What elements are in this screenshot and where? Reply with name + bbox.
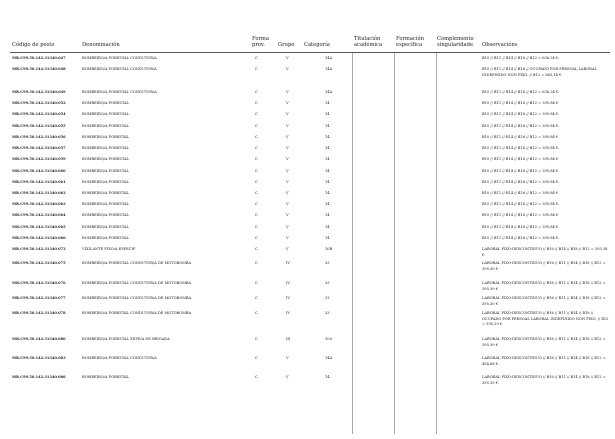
cell-fp: C <box>255 247 258 251</box>
cell-obs: LABORAL FIXO-DESCONTINUO // B16 // B11 // B14 // B18 // OCUPADO POR PERSOAL LABORAL INDEFINIDO NON FIXO. // B12 = 395,30 €. <box>482 311 609 327</box>
cell-fp: C <box>255 375 258 379</box>
cell-cat: 14 <box>325 169 330 173</box>
cell-obs: LABORAL FIXO-DESCONTINUO // B16 // B11 // B14 // B18 // B12 = 454,68 €. <box>482 356 606 366</box>
cell-cat: 33 <box>325 261 330 265</box>
cell-obs: B10 // B11 // B14 // B16 // B12 = 395,84 €. <box>482 191 560 195</box>
cell-code: MR.C99.50.142.31340.078 <box>12 311 66 315</box>
cell-fp: C <box>255 180 258 184</box>
cell-den: BOMBEIRO/A FORESTAL <box>82 146 130 150</box>
cell-den: BOMBEIRO/A FORESTAL CONDUTOR/A <box>82 67 157 71</box>
cell-gr: IV <box>286 296 291 300</box>
cell-cat: 33 <box>325 281 330 285</box>
cell-cat: 14 <box>325 225 330 229</box>
cell-gr: IV <box>286 311 291 315</box>
cell-den: BOMBEIRO/A FORESTAL CONDUTOR/A DE MOTOBOMBA <box>82 296 192 300</box>
cell-cat: 14 <box>325 146 330 150</box>
cell-den: VIXILANTE FIXO/A ESPECIF <box>82 247 136 251</box>
cell-gr: V <box>286 146 289 150</box>
cell-fp: C <box>255 112 258 116</box>
cell-fp: C <box>255 146 258 150</box>
cell-gr: V <box>286 56 289 60</box>
cell-den: BOMBEIRO/A FORESTAL CONDUTOR/A <box>82 90 157 94</box>
cell-fp: C <box>255 56 258 60</box>
cell-code: MR.C99.50.142.31340.066 <box>12 236 66 240</box>
cell-fp: C <box>255 296 258 300</box>
cell-obs: B10 // B11 // B14 // B16 // B12 = 395,84 €. <box>482 225 560 229</box>
cell-code: MR.C99.50.142.31340.047 <box>12 56 66 60</box>
cell-den: BOMBEIRO/A FORESTAL <box>82 236 130 240</box>
cell-gr: V <box>286 375 289 379</box>
cell-den: BOMBEIRO/A FORESTAL <box>82 191 130 195</box>
cell-fp: C <box>255 311 258 315</box>
cell-gr: V <box>286 112 289 116</box>
cell-cat: 10B <box>325 247 333 251</box>
cell-gr: V <box>286 213 289 217</box>
cell-fp: C <box>255 157 258 161</box>
cell-den: BOMBEIRO/A FORESTAL <box>82 213 130 217</box>
cell-cat: 14 <box>325 375 330 379</box>
cell-gr: V <box>286 236 289 240</box>
cell-fp: C <box>255 261 258 265</box>
cell-code: MR.C99.50.142.31340.059 <box>12 157 66 161</box>
column-divider <box>394 53 395 434</box>
header-complemento: Complemento singularidade <box>437 36 474 48</box>
cell-code: MR.C99.50.142.31340.060 <box>12 169 66 173</box>
cell-den: BOMBEIRO/A FORESTAL <box>82 157 130 161</box>
cell-obs: B10 // B11 // B14 // B16 // B12 = 636,24 €. <box>482 56 560 60</box>
cell-code: MR.C99.50.142.31340.063 <box>12 202 66 206</box>
cell-gr: III <box>286 337 291 341</box>
cell-code: MR.C99.50.142.31340.083 <box>12 356 66 360</box>
cell-code: MR.C99.50.142.31340.055 <box>12 124 66 128</box>
cell-obs: B10 // B11 // B14 // B16 // B12 = 636,24 €. <box>482 90 560 94</box>
cell-code: MR.C99.50.142.31340.072 <box>12 247 66 251</box>
cell-obs: B10 // B11 // B14 // B16 // B12 = 395,84 €. <box>482 112 560 116</box>
cell-code: MR.C99.50.142.31340.052 <box>12 101 66 105</box>
cell-den: BOMBEIRO/A FORESTAL <box>82 124 130 128</box>
cell-den: BOMBEIRO/A FORESTAL CONDUTOR/A DE MOTOBOMBA <box>82 281 192 285</box>
cell-obs: LABORAL FIXO-DESCONTINUO // B16 // B11 // B14 // B18 // B12 = 395,30 €. <box>482 375 606 385</box>
cell-code: MR.C99.50.142.31340.049 <box>12 90 66 94</box>
cell-obs: B10 // B11 // B14 // B16 // B12 = 395,84 €. <box>482 146 560 150</box>
cell-code: MR.C99.50.142.31340.062 <box>12 191 66 195</box>
cell-gr: V <box>286 90 289 94</box>
cell-cat: 14A <box>325 356 333 360</box>
cell-code: MR.C99.50.142.31340.076 <box>12 281 66 285</box>
cell-code: MR.C99.50.142.31340.056 <box>12 135 66 139</box>
cell-fp: C <box>255 236 258 240</box>
cell-obs: LABORAL FIXO-DESCONTINUO // B16 // B11 // B14 // B18 // B12 = 395,30 €. <box>482 261 606 271</box>
cell-gr: V <box>286 202 289 206</box>
cell-den: BOMBEIRO/A FORESTAL <box>82 202 130 206</box>
cell-gr: V <box>286 135 289 139</box>
header-rule <box>10 52 610 53</box>
cell-gr: V <box>286 225 289 229</box>
cell-den: BOMBEIRO/A FORESTAL CONDUTOR/A <box>82 56 157 60</box>
cell-obs: B10 // B11 // B14 // B16 // B12 = 395,84 €. <box>482 180 560 184</box>
cell-cat: 14 <box>325 191 330 195</box>
cell-fp: C <box>255 202 258 206</box>
cell-obs: B10 // B11 // B14 // B16 // B12 = 395,84 €. <box>482 202 560 206</box>
cell-fp: C <box>255 124 258 128</box>
cell-cat: 14 <box>325 101 330 105</box>
cell-den: BOMBEIRO/A FORESTAL <box>82 169 130 173</box>
cell-cat: 14 <box>325 180 330 184</box>
cell-fp: C <box>255 225 258 229</box>
cell-code: MR.C99.50.142.31340.080 <box>12 337 66 341</box>
cell-cat: 14 <box>325 157 330 161</box>
cell-gr: V <box>286 247 289 251</box>
cell-cat: 14A <box>325 56 333 60</box>
cell-gr: V <box>286 180 289 184</box>
cell-cat: 14 <box>325 112 330 116</box>
cell-cat: 14A <box>325 67 333 71</box>
cell-obs: B10 // B11 // B14 // B16 // B12 = 395,84 €. <box>482 236 560 240</box>
cell-den: BOMBEIRO/A FORESTAL CONDUTOR/A DE MOTOBOMBA <box>82 311 192 315</box>
cell-den: BOMBEIRO/A FORESTAL <box>82 225 130 229</box>
cell-code: MR.C99.50.142.31340.061 <box>12 180 66 184</box>
cell-den: BOMBEIRO/A FORESTAL CONDUTOR/A DE MOTOBOMBA <box>82 261 192 265</box>
header-grupo: Grupo <box>278 42 295 48</box>
cell-code: MR.C99.50.142.31340.077 <box>12 296 66 300</box>
cell-gr: V <box>286 67 289 71</box>
cell-cat: 33 <box>325 311 330 315</box>
cell-obs: LABORAL FIXO-DESCONTINUO // B16 // B14 // B18 // B12 = 295,38 €. <box>482 247 608 257</box>
cell-gr: V <box>286 101 289 105</box>
cell-den: BOMBEIRO/A FORESTAL <box>82 375 130 379</box>
cell-fp: C <box>255 169 258 173</box>
cell-gr: IV <box>286 261 291 265</box>
cell-obs: B10 // B11 // B14 // B16 // B12 = 395,84 €. <box>482 213 560 217</box>
cell-cat: 14 <box>325 236 330 240</box>
cell-gr: V <box>286 356 289 360</box>
cell-fp: C <box>255 101 258 105</box>
cell-obs: B10 // B11 // B14 // B16 // OCUPADO POR PERSOAL LABORAL INDEFINIDO NON FIXO. // B12 = 665,14 €. <box>482 67 597 77</box>
header-formacion: Formación específica <box>396 36 424 48</box>
cell-fp: C <box>255 213 258 217</box>
cell-den: BOMBEIRO/A FORESTAL <box>82 101 130 105</box>
cell-code: MR.C99.50.142.31340.057 <box>12 146 66 150</box>
header-denomination: Denominación <box>82 42 120 48</box>
cell-cat: 14 <box>325 124 330 128</box>
cell-cat: 100 <box>325 337 332 341</box>
header-categoria: Categoría <box>304 42 330 48</box>
column-divider <box>352 53 353 434</box>
cell-cat: 14 <box>325 135 330 139</box>
cell-gr: V <box>286 157 289 161</box>
cell-den: BOMBEIRO/A FORESTAL <box>82 135 130 139</box>
cell-den: BOMBEIRO/A FORESTAL XEFE/A DE BRIGADA <box>82 337 170 341</box>
cell-fp: C <box>255 281 258 285</box>
cell-obs: B10 // B11 // B14 // B16 // B12 = 395,84 €. <box>482 169 560 173</box>
cell-obs: B10 // B11 // B14 // B16 // B12 = 395,84 €. <box>482 101 560 105</box>
cell-den: BOMBEIRO/A FORESTAL CONDUTOR/A <box>82 356 157 360</box>
cell-gr: V <box>286 124 289 128</box>
cell-cat: 14A <box>325 90 333 94</box>
cell-gr: V <box>286 169 289 173</box>
cell-gr: IV <box>286 281 291 285</box>
cell-fp: C <box>255 356 258 360</box>
cell-cat: 14 <box>325 213 330 217</box>
cell-obs: LABORAL FIXO-DESCONTINUO // B16 // B11 // B14 // B18 // B12 = 395,30 €. <box>482 337 606 347</box>
header-code: Código de posto <box>12 42 55 48</box>
cell-code: MR.C99.50.142.31340.086 <box>12 375 66 379</box>
cell-code: MR.C99.50.142.31340.048 <box>12 67 66 71</box>
cell-cat: 33 <box>325 296 330 300</box>
cell-obs: LABORAL FIXO-DESCONTINUO // B16 // B11 // B14 // B18 // B12 = 395,30 €. <box>482 296 606 306</box>
cell-fp: C <box>255 67 258 71</box>
header-titulacion: Titulación académica <box>354 36 383 48</box>
cell-fp: C <box>255 337 258 341</box>
cell-code: MR.C99.50.142.31340.064 <box>12 213 66 217</box>
column-divider <box>436 53 437 434</box>
cell-obs: B10 // B11 // B14 // B16 // B12 = 395,84 €. <box>482 135 560 139</box>
cell-obs: B10 // B11 // B14 // B16 // B12 = 395,84 €. <box>482 157 560 161</box>
header-forma-prov: Forma prov. <box>252 36 269 48</box>
cell-fp: C <box>255 135 258 139</box>
cell-den: BOMBEIRO/A FORESTAL <box>82 112 130 116</box>
cell-cat: 14 <box>325 202 330 206</box>
cell-code: MR.C99.50.142.31340.054 <box>12 112 66 116</box>
header-observacions: Observacións <box>482 42 518 48</box>
cell-code: MR.C99.50.142.31340.075 <box>12 261 66 265</box>
cell-obs: B10 // B11 // B14 // B16 // B12 = 395,84 €. <box>482 124 560 128</box>
cell-code: MR.C99.50.142.31340.065 <box>12 225 66 229</box>
cell-obs: LABORAL FIXO-DESCONTINUO // B16 // B11 // B14 // B18 // B12 = 395,30 €. <box>482 281 606 291</box>
cell-fp: C <box>255 191 258 195</box>
cell-gr: V <box>286 191 289 195</box>
cell-den: BOMBEIRO/A FORESTAL <box>82 180 130 184</box>
cell-fp: C <box>255 90 258 94</box>
